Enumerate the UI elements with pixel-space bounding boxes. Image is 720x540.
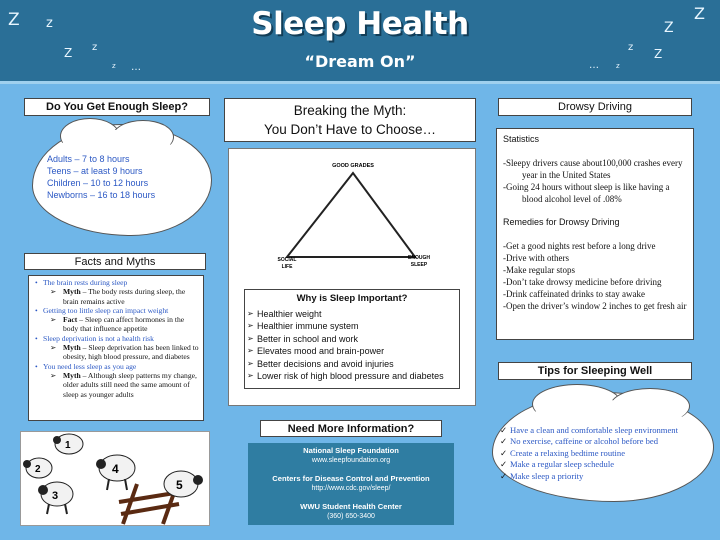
arrow-icon: ➢ — [50, 287, 57, 297]
stat-item: -Sleepy drivers cause about100,000 crashes every year in the United States — [503, 158, 683, 180]
list-item: ➢ Elevates mood and brain-power — [245, 345, 459, 357]
more-info-heading: Need More Information? — [260, 420, 442, 437]
fact-detail — [35, 371, 199, 399]
sheep-number: 1 — [65, 440, 71, 451]
resource-contact: http://www.cdc.gov/sleep/ — [311, 485, 391, 492]
sheep-icon — [38, 482, 73, 514]
resource-org: National Sleep Foundation — [303, 446, 399, 455]
triangle-shape — [287, 173, 415, 257]
triangle-label-right-2: SLEEP — [410, 262, 428, 268]
sheep-icon — [96, 455, 135, 490]
drowsy-panel — [496, 128, 694, 340]
facts-myths-heading: Facts and Myths — [24, 253, 206, 270]
arrow-icon: ➢ — [50, 315, 57, 325]
z-glyph: Z — [654, 47, 663, 61]
remedy-item: -Don’t take drowsy medicine before driving — [503, 277, 662, 287]
fact-tag: Fact — [63, 315, 78, 325]
fact-claim: • Getting too little sleep can impact weight — [35, 306, 199, 315]
stat-item: -Going 24 hours without sleep is like having a blood alcohol level of .08% — [503, 182, 670, 204]
header-banner — [0, 0, 720, 84]
remedy-item: -Drive with others — [503, 253, 569, 263]
sheep-number: 3 — [52, 490, 59, 502]
triangle-label-left: SOCIAL — [277, 257, 297, 263]
sleep-needs-heading: Do You Get Enough Sleep? — [24, 98, 210, 116]
resource-contact: (360) 650-3400 — [327, 513, 375, 520]
remedy-item: -Open the driver’s window 2 inches to get fresh air — [503, 301, 687, 311]
myth-heading-line2: You Don’t Have to Choose… — [263, 122, 437, 137]
list-item: ✓ Make sleep a priority — [500, 471, 710, 482]
fact-detail — [35, 343, 199, 362]
triangle-label-right: ENOUGH — [408, 255, 430, 261]
fact-claim: • Sleep deprivation is not a health risk — [35, 334, 199, 343]
why-sleep-panel — [244, 289, 460, 389]
spacer — [248, 466, 454, 474]
triangle-label-left-2: LIFE — [281, 264, 293, 270]
fact-tag: Myth — [63, 343, 81, 353]
z-glyph: Z — [64, 46, 73, 60]
fact-text: – Sleep can affect hormones in the body that influence appetite — [63, 315, 185, 334]
fact-text: – Although sleep patterns my change, older adults still need the same amount of sleep as younger adults — [63, 370, 197, 399]
z-glyph: z — [92, 42, 98, 53]
z-glyph: Z — [8, 10, 20, 30]
list-item: ✓ Have a clean and comfortable sleep environment — [500, 425, 710, 436]
tips-heading: Tips for Sleeping Well — [498, 362, 692, 380]
fact-text: – The body rests during sleep, the brain remains active — [63, 287, 186, 306]
list-item: ✓ No exercise, caffeine or alcohol before bed — [500, 436, 710, 447]
arrow-icon: ➢ — [50, 343, 57, 353]
z-glyph: … — [131, 62, 141, 73]
z-glyph: z — [628, 42, 634, 53]
fact-detail — [35, 315, 199, 334]
stats-heading: Statistics — [503, 134, 540, 144]
list-item: ➢ Lower risk of high blood pressure and diabetes — [245, 370, 459, 382]
z-glyph: Z — [664, 20, 674, 36]
sheep-number: 2 — [35, 464, 41, 475]
fact-detail — [35, 287, 199, 306]
remedies-heading: Remedies for Drowsy Driving — [503, 217, 620, 227]
list-item: ✓ Create a relaxing bedtime routine — [500, 448, 710, 459]
z-glyph: z — [112, 62, 116, 70]
list-item: ➢ Healthier immune system — [245, 320, 459, 332]
sheep-number: 5 — [176, 478, 183, 492]
resource-contact: www.sleepfoundation.org — [311, 457, 391, 464]
z-glyph: z — [616, 62, 620, 70]
list-item: Adults – 7 to 8 hours — [47, 154, 130, 164]
arrow-icon: ➢ — [50, 370, 57, 380]
why-sleep-heading: Why is Sleep Important? — [296, 293, 408, 304]
facts-myths-panel — [28, 275, 204, 421]
remedy-item: -Get a good nights rest before a long drive — [503, 241, 656, 251]
fact-tag: Myth — [63, 370, 81, 380]
sleep-needs-list — [47, 153, 155, 201]
triangle-diagram — [229, 149, 477, 289]
sheep-svg — [21, 432, 211, 527]
fact-claim: • The brain rests during sleep — [35, 278, 199, 287]
z-glyph: Z — [694, 4, 705, 23]
sheep-icon — [23, 458, 52, 478]
list-item: ➢ Better decisions and avoid injuries — [245, 358, 459, 370]
list-item: Newborns – 16 to 18 hours — [47, 190, 156, 200]
fact-claim: • You need less sleep as you age — [35, 362, 199, 371]
list-item: Children – 10 to 12 hours — [47, 178, 149, 188]
list-item: Teens – at least 9 hours — [47, 166, 143, 176]
fact-tag: Myth — [63, 287, 81, 297]
sheep-icon — [53, 434, 83, 454]
myth-heading-line1: Breaking the Myth: — [293, 103, 407, 118]
triangle-label-top: GOOD GRADES — [332, 163, 374, 169]
list-item: ➢ Healthier weight — [245, 308, 459, 320]
list-item: ✓ Make a regular sleep schedule — [500, 459, 710, 470]
list-item: ➢ Better in school and work — [245, 333, 459, 345]
resource-org: WWU Student Health Center — [300, 502, 402, 511]
page-title: Sleep Health — [251, 6, 469, 42]
myth-heading — [224, 98, 476, 142]
page-subtitle: “Dream On” — [304, 52, 416, 71]
resources-panel — [248, 443, 454, 525]
drowsy-heading: Drowsy Driving — [498, 98, 692, 116]
z-glyph: … — [589, 60, 599, 71]
remedy-item: -Drink caffeinated drinks to stay awake — [503, 289, 646, 299]
remedy-item: -Make regular stops — [503, 265, 575, 275]
tips-list — [500, 425, 710, 482]
z-glyph: z — [46, 16, 53, 31]
counting-sheep-illustration — [20, 431, 210, 526]
sheep-number: 4 — [112, 462, 119, 476]
spacer — [248, 494, 454, 502]
fact-text: – Sleep deprivation has been linked to obesity, high blood pressure, and diabetes — [63, 343, 199, 362]
sheep-icon — [164, 471, 203, 497]
resource-org: Centers for Disease Control and Prevention — [272, 474, 430, 483]
